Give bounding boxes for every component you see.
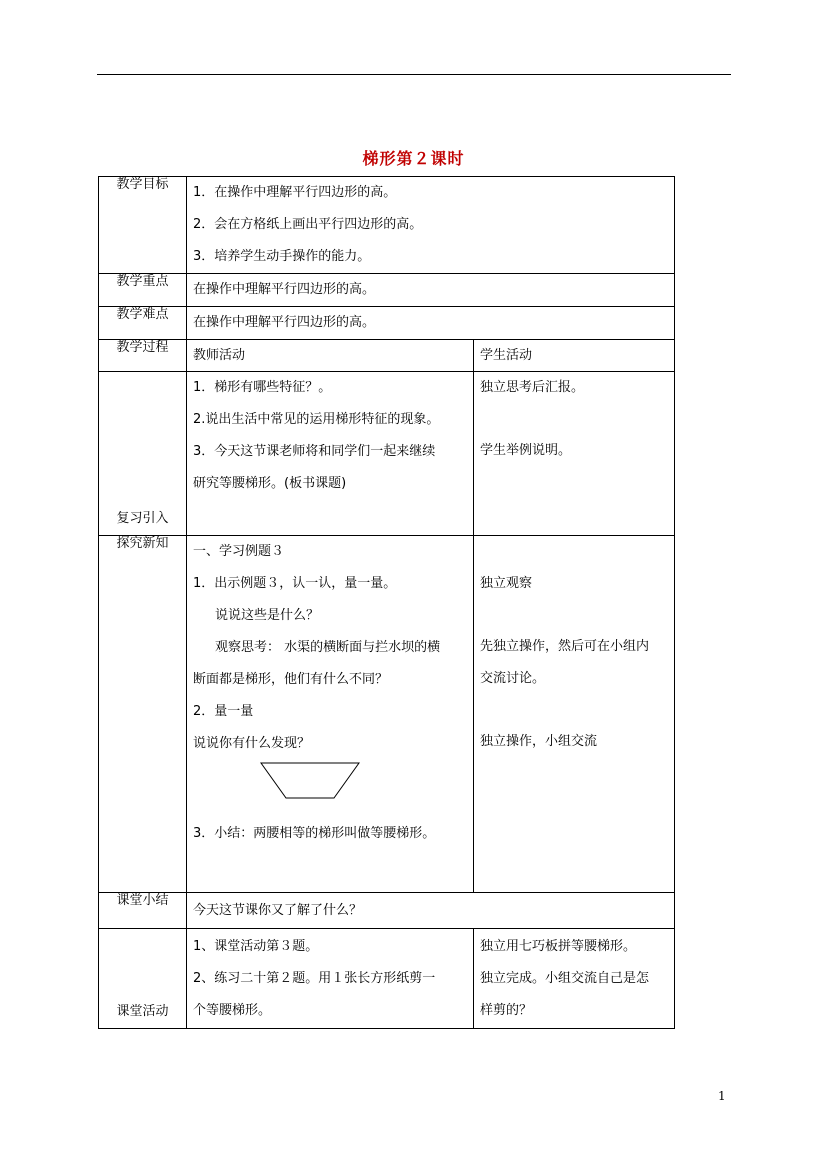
explore-teacher-line: 观察思考： 水渠的横断面与拦水坝的横 (215, 640, 441, 656)
activity-student-line: 样剪的？ (480, 1003, 533, 1019)
goals-cell (187, 177, 675, 274)
review-student-line: 独立思考后汇报。 (480, 380, 585, 396)
row-explore (99, 536, 675, 893)
row-activity (99, 929, 675, 1029)
review-student-cell (474, 372, 675, 536)
goal-item: 2．会在方格纸上画出平行四边形的高。 (193, 217, 423, 233)
review-teacher-cell (187, 372, 474, 536)
explore-student-line: 交流讨论。 (480, 671, 546, 687)
activity-teacher-line: 1、课堂活动第３题。 (193, 939, 319, 955)
explore-teacher-line: 1．出示例题３，认一认，量一量。 (193, 576, 397, 592)
spacer (480, 695, 668, 726)
header-rule (97, 74, 731, 75)
explore-teacher-line: 说说你有什么发现？ (193, 736, 311, 752)
explore-teacher-line: 说说这些是什么？ (215, 608, 320, 624)
explore-student-line: 独立操作，小组交流 (480, 734, 598, 750)
row-process (99, 340, 675, 372)
page-number: 1 (718, 1089, 726, 1103)
summary-cell (187, 893, 675, 929)
activity-student-cell (474, 929, 675, 1029)
row-review (99, 372, 675, 536)
student-header-text: 学生活动 (480, 347, 533, 363)
row-summary (99, 893, 675, 929)
row-goals (99, 177, 675, 274)
goal-item: 3．培养学生动手操作的能力。 (193, 249, 371, 265)
activity-student-line: 独立完成。小组交流自己是怎 (480, 971, 650, 987)
review-teacher-line: 1．梯形有哪些特征？。 (193, 380, 332, 396)
review-teacher-line: 2.说出生活中常见的运用梯形特征的现象。 (193, 412, 440, 428)
explore-teacher-line: 一、学习例题３ (193, 544, 285, 560)
label-difficulty: 教学难点 (99, 307, 187, 340)
label-goals: 教学目标 (99, 177, 187, 274)
teacher-header-text: 教师活动 (193, 347, 246, 363)
explore-teacher-line: 3．小结：两腰相等的梯形叫做等腰梯形。 (193, 826, 436, 842)
label-summary: 课堂小结 (99, 893, 187, 929)
explore-student-line: 先独立操作，然后可在小组内 (480, 639, 650, 655)
review-student-line: 学生举例说明。 (480, 443, 572, 459)
activity-teacher-line: 个等腰梯形。 (193, 1003, 272, 1019)
label-review: 复习引入 (99, 372, 187, 536)
row-difficulty (99, 307, 675, 340)
explore-student-cell (474, 536, 675, 893)
row-key-point (99, 274, 675, 307)
difficulty-cell (187, 307, 675, 340)
spacer (480, 404, 668, 435)
label-process: 教学过程 (99, 340, 187, 372)
goal-item: 1．在操作中理解平行四边形的高。 (193, 185, 397, 201)
teacher-activity-header (187, 340, 474, 372)
review-teacher-line: 研究等腰梯形。(板书课题) (193, 476, 347, 492)
review-teacher-line: 3．今天这节课老师将和同学们一起来继续 (193, 444, 436, 460)
summary-text: 今天这节课你又了解了什么？ (193, 902, 363, 918)
spacer (480, 600, 668, 631)
key-point-text: 在操作中理解平行四边形的高。 (193, 282, 376, 298)
label-activity: 课堂活动 (99, 929, 187, 1029)
lesson-plan-table (98, 176, 675, 1029)
isosceles-trapezoid-figure (260, 762, 360, 802)
activity-student-line: 独立用七巧板拼等腰梯形。 (480, 939, 637, 955)
explore-teacher-cell (187, 536, 474, 893)
label-explore: 探究新知 (99, 536, 187, 893)
explore-teacher-line: 2．量一量 (193, 704, 254, 720)
activity-teacher-line: 2、练习二十第２题。用１张长方形纸剪一 (193, 971, 436, 987)
label-key-point: 教学重点 (99, 274, 187, 307)
page-title: 梯形第２课时 (362, 149, 465, 168)
explore-teacher-line: 断面都是梯形，他们有什么不同？ (193, 672, 389, 688)
difficulty-text: 在操作中理解平行四边形的高。 (193, 315, 376, 331)
explore-student-line: 独立观察 (480, 576, 533, 592)
activity-teacher-cell (187, 929, 474, 1029)
key-point-cell (187, 274, 675, 307)
student-activity-header (474, 340, 675, 372)
